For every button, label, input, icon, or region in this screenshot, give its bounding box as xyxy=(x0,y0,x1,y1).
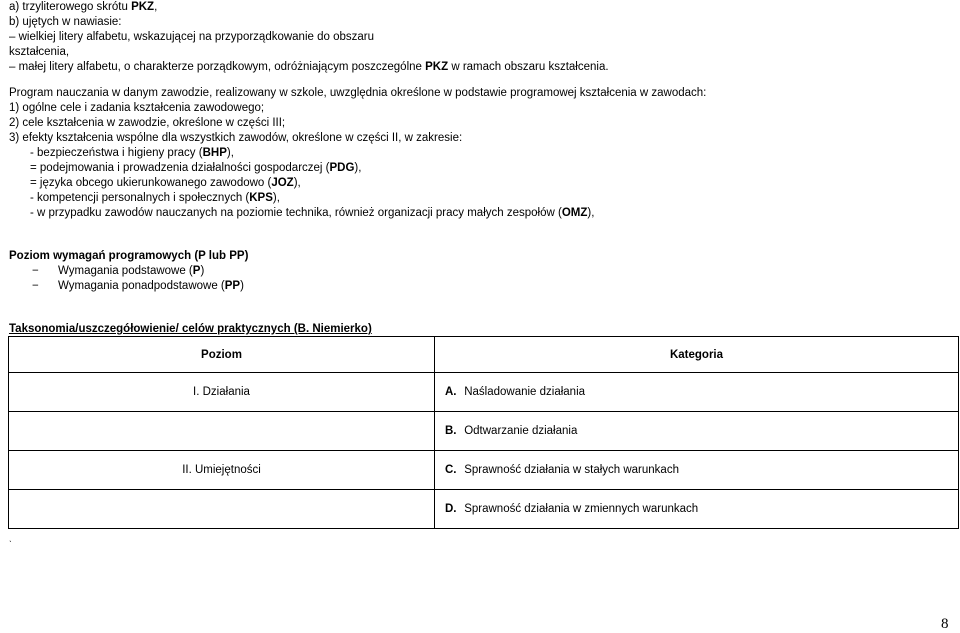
program-item-3: 3) efekty kształcenia wspólne dla wszystkich zawodów, określone w części II, w zakresie: xyxy=(9,132,463,144)
category-cell: B. Odtwarzanie działania xyxy=(435,412,959,451)
tick-mark: ˎ xyxy=(9,532,12,542)
program-sub-pdg: = podejmowania i prowadzenia działalności gospodarczej (PDG), xyxy=(30,162,362,174)
program-sub-joz: = języka obcego ukierunkowanego zawodowo (JOZ), xyxy=(30,177,301,189)
line-a: a) trzyliterowego skrótu PKZ, xyxy=(9,1,158,13)
program-item-2: 2) cele kształcenia w zawodzie, określone w części III; xyxy=(9,117,286,129)
levels-heading: Poziom wymagań programowych (P lub PP) xyxy=(9,250,249,262)
program-intro: Program nauczania w danym zawodzie, realizowany w szkole, uwzględnia określone w podstawie programowej kształcenia w zawodach: xyxy=(9,87,707,99)
page-number: 8 xyxy=(941,616,949,632)
taxonomy-table xyxy=(8,336,959,529)
level-cell: I. Działania xyxy=(9,373,435,412)
level-basic: − Wymagania podstawowe (P) xyxy=(32,265,205,277)
table-row xyxy=(9,451,959,490)
level-cell: II. Umiejętności xyxy=(9,451,435,490)
table-header-row xyxy=(9,337,959,373)
category-cell: A. Naśladowanie działania xyxy=(435,373,959,412)
line-b: b) ujętych w nawiasie: xyxy=(9,16,122,28)
line-b-item2: – małej litery alfabetu, o charakterze porządkowym, odróżniającym poszczególne PKZ w ramach obszaru kształcenia. xyxy=(9,61,609,73)
line-b-item1: – wielkiej litery alfabetu, wskazującej na przyporządkowanie do obszaru xyxy=(9,31,374,43)
program-sub-bhp: - bezpieczeństwa i higieny pracy (BHP), xyxy=(30,147,234,159)
program-sub-kps: - kompetencji personalnych i społecznych (KPS), xyxy=(30,192,280,204)
taxonomy-heading: Taksonomia/uszczegółowienie/ celów praktycznych (B. Niemierko) xyxy=(9,323,372,335)
table-row xyxy=(9,412,959,451)
level-extended: − Wymagania ponadpodstawowe (PP) xyxy=(32,280,244,292)
program-sub-omz: - w przypadku zawodów nauczanych na poziomie technika, również organizacji pracy małych zespołów (OMZ), xyxy=(30,207,595,219)
header-category: Kategoria xyxy=(435,337,959,373)
program-item-1: 1) ogólne cele i zadania kształcenia zawodowego; xyxy=(9,102,265,114)
category-cell: C. Sprawność działania w stałych warunkach xyxy=(435,451,959,490)
level-cell xyxy=(9,490,435,529)
header-level: Poziom xyxy=(9,337,435,373)
table-row xyxy=(9,373,959,412)
table-row xyxy=(9,490,959,529)
line-b-item1-cont: kształcenia, xyxy=(9,46,70,58)
category-cell: D. Sprawność działania w zmiennych warunkach xyxy=(435,490,959,529)
level-cell xyxy=(9,412,435,451)
